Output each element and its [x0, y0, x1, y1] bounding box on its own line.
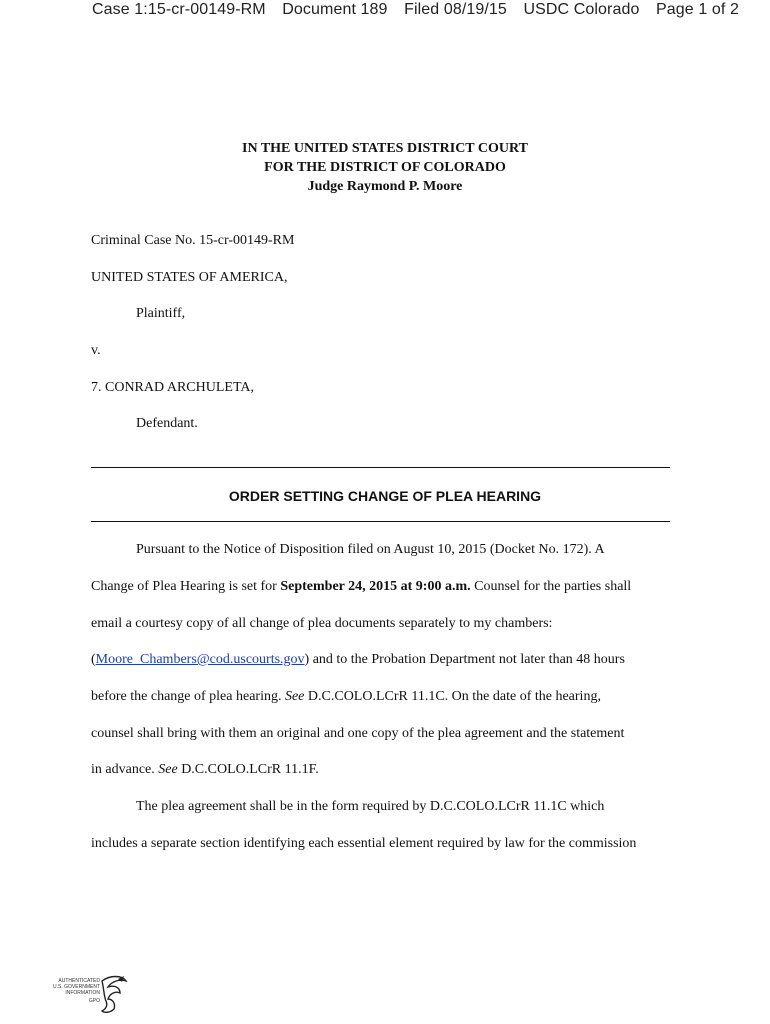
court-title-line1: IN THE UNITED STATES DISTRICT COURT: [242, 141, 528, 156]
filed-date: Filed 08/19/15: [404, 1, 507, 18]
text-run: (: [91, 652, 96, 667]
eagle-icon: [98, 973, 130, 1017]
versus: v.: [91, 343, 101, 358]
criminal-case-number: Criminal Case No. 15-cr-00149-RM: [91, 233, 295, 248]
order-title: ORDER SETTING CHANGE OF PLEA HEARING: [228, 488, 542, 504]
see-signal: See: [284, 689, 305, 704]
text-run: before the change of plea hearing.: [91, 689, 285, 704]
ecf-header: [92, 1, 751, 19]
paragraph2-line1: The plea agreement shall be in the form required by D.C.COLO.LCrR 11.1C which: [136, 799, 605, 814]
paragraph1-line2: [91, 579, 631, 595]
gpo-seal-text: [40, 978, 100, 1004]
paragraph1-line4: [91, 652, 625, 668]
text-run: ) and to the Probation Department not later than 48 hours: [304, 652, 625, 667]
chambers-email-link[interactable]: Moore_Chambers@cod.uscourts.gov: [95, 652, 305, 667]
paragraph1-line7: [91, 762, 319, 778]
paragraph1-line3: email a courtesy copy of all change of plea documents separately to my chambers:: [91, 616, 553, 631]
paragraph1-line1: Pursuant to the Notice of Disposition filed on August 10, 2015 (Docket No. 172). A: [136, 542, 605, 557]
text-run: Change of Plea Hearing is set for: [91, 579, 281, 594]
text-run: D.C.COLO.LCrR 11.1F.: [177, 762, 319, 777]
hearing-datetime: September 24, 2015 at 9:00 a.m.: [280, 579, 471, 594]
plaintiff-role: Plaintiff,: [136, 306, 186, 321]
court-name-short: USDC Colorado: [523, 1, 640, 18]
page-indicator: Page 1 of 2: [656, 1, 739, 18]
seal-text-line: AUTHENTICATED: [58, 978, 100, 984]
text-run: Counsel for the parties shall: [470, 579, 632, 594]
defendant-role: Defendant.: [136, 416, 198, 431]
gpo-authentication-seal: [40, 973, 130, 1017]
see-signal: See: [158, 762, 178, 777]
case-number: Case 1:15-cr-00149-RM: [92, 1, 266, 18]
text-run: in advance.: [91, 762, 159, 777]
plaintiff-name: UNITED STATES OF AMERICA,: [91, 270, 288, 285]
paragraph1-line5: [91, 689, 601, 705]
seal-text-line: INFORMATION: [65, 990, 100, 996]
paragraph1-line6: counsel shall bring with them an original and one copy of the plea agreement and the statement: [91, 726, 625, 741]
judge-name: Judge Raymond P. Moore: [307, 179, 463, 194]
caption-rule-top: [91, 467, 670, 468]
defendant-name: 7. CONRAD ARCHULETA,: [91, 380, 254, 395]
court-title-line2: FOR THE DISTRICT OF COLORADO: [264, 160, 506, 175]
text-run: D.C.COLO.LCrR 11.1C. On the date of the hearing,: [304, 689, 601, 704]
caption-rule-bottom: [91, 521, 670, 522]
seal-text-line: U.S. GOVERNMENT: [53, 984, 100, 990]
seal-text-line: GPO: [88, 998, 100, 1004]
document-number: Document 189: [282, 1, 388, 18]
paragraph2-line2: includes a separate section identifying each essential element required by law for the commission: [91, 836, 637, 851]
